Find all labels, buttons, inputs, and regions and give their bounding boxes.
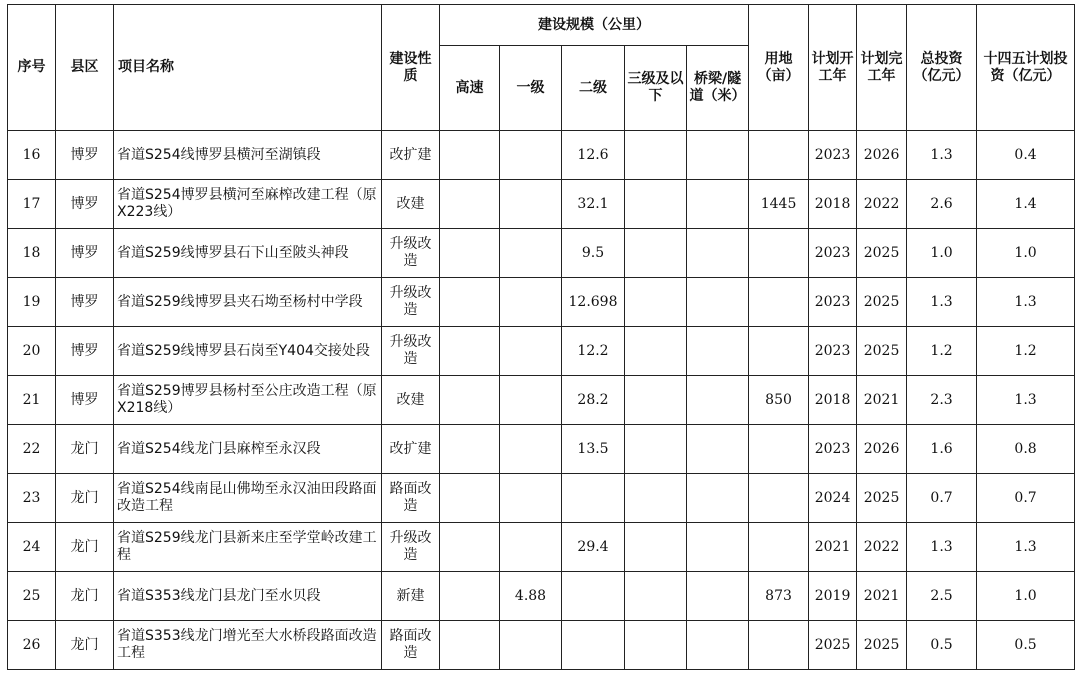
county-cell: 博罗 bbox=[56, 131, 114, 180]
grade3-cell bbox=[625, 327, 687, 376]
grade1-cell bbox=[500, 180, 562, 229]
project-name-cell: 省道S259线博罗县石下山至陂头神段 bbox=[114, 229, 382, 278]
county-cell: 龙门 bbox=[56, 474, 114, 523]
total-investment-cell: 0.5 bbox=[907, 621, 977, 670]
nature-cell: 改扩建 bbox=[382, 131, 440, 180]
grade2-cell bbox=[562, 621, 625, 670]
bridge-cell bbox=[687, 621, 749, 670]
plan-investment-cell: 0.4 bbox=[977, 131, 1075, 180]
grade2-cell: 13.5 bbox=[562, 425, 625, 474]
plan-investment-cell: 1.3 bbox=[977, 278, 1075, 327]
start-year-cell: 2018 bbox=[809, 376, 857, 425]
seq-cell: 22 bbox=[8, 425, 56, 474]
grade1-cell bbox=[500, 229, 562, 278]
land-cell bbox=[749, 229, 809, 278]
grade3-cell bbox=[625, 425, 687, 474]
bridge-cell bbox=[687, 376, 749, 425]
start-year-cell: 2023 bbox=[809, 278, 857, 327]
land-cell bbox=[749, 278, 809, 327]
project-name-cell: 省道S259线龙门县新来庄至学堂岭改建工程 bbox=[114, 523, 382, 572]
county-cell: 龙门 bbox=[56, 523, 114, 572]
bridge-cell bbox=[687, 180, 749, 229]
grade3-cell bbox=[625, 523, 687, 572]
total-investment-cell: 1.3 bbox=[907, 131, 977, 180]
highway-cell bbox=[440, 523, 500, 572]
county-cell: 博罗 bbox=[56, 229, 114, 278]
plan-investment-cell: 1.3 bbox=[977, 376, 1075, 425]
nature-cell: 新建 bbox=[382, 572, 440, 621]
grade3-cell bbox=[625, 180, 687, 229]
table-row bbox=[8, 376, 1075, 425]
grade2-cell: 12.2 bbox=[562, 327, 625, 376]
total-investment-cell: 1.2 bbox=[907, 327, 977, 376]
grade2-cell: 12.698 bbox=[562, 278, 625, 327]
highway-cell bbox=[440, 376, 500, 425]
total-investment-cell: 1.0 bbox=[907, 229, 977, 278]
table-row bbox=[8, 180, 1075, 229]
end-year-cell: 2025 bbox=[857, 474, 907, 523]
start-year-cell: 2023 bbox=[809, 327, 857, 376]
total-investment-cell: 2.3 bbox=[907, 376, 977, 425]
county-cell: 龙门 bbox=[56, 572, 114, 621]
bridge-cell bbox=[687, 425, 749, 474]
grade3-cell bbox=[625, 572, 687, 621]
grade1-cell bbox=[500, 376, 562, 425]
county-cell: 龙门 bbox=[56, 621, 114, 670]
project-name-cell: 省道S259线博罗县石岗至Y404交接处段 bbox=[114, 327, 382, 376]
plan-investment-cell: 1.4 bbox=[977, 180, 1075, 229]
grade2-cell: 32.1 bbox=[562, 180, 625, 229]
end-year-cell: 2022 bbox=[857, 180, 907, 229]
grade2-cell: 12.6 bbox=[562, 131, 625, 180]
highway-cell bbox=[440, 474, 500, 523]
county-cell: 龙门 bbox=[56, 425, 114, 474]
bridge-cell bbox=[687, 572, 749, 621]
highway-cell bbox=[440, 572, 500, 621]
table-row bbox=[8, 278, 1075, 327]
plan-investment-cell: 0.8 bbox=[977, 425, 1075, 474]
total-investment-cell: 1.6 bbox=[907, 425, 977, 474]
grade1-cell bbox=[500, 131, 562, 180]
table-row bbox=[8, 523, 1075, 572]
header-highway: 高速 bbox=[440, 46, 500, 131]
highway-cell bbox=[440, 180, 500, 229]
bridge-cell bbox=[687, 523, 749, 572]
end-year-cell: 2025 bbox=[857, 621, 907, 670]
header-scale: 建设规模（公里） bbox=[440, 5, 749, 46]
header-seq: 序号 bbox=[8, 5, 56, 131]
land-cell bbox=[749, 474, 809, 523]
project-name-cell: 省道S353线龙门增光至大水桥段路面改造工程 bbox=[114, 621, 382, 670]
land-cell bbox=[749, 327, 809, 376]
seq-cell: 25 bbox=[8, 572, 56, 621]
header-grade3: 三级及以下 bbox=[625, 46, 687, 131]
land-cell bbox=[749, 425, 809, 474]
nature-cell: 升级改造 bbox=[382, 327, 440, 376]
project-name-cell: 省道S254线龙门县麻榨至永汉段 bbox=[114, 425, 382, 474]
grade2-cell bbox=[562, 474, 625, 523]
highway-cell bbox=[440, 229, 500, 278]
highway-cell bbox=[440, 327, 500, 376]
header-land: 用地（亩） bbox=[749, 5, 809, 131]
project-table-container bbox=[7, 4, 1075, 670]
highway-cell bbox=[440, 278, 500, 327]
plan-investment-cell: 0.7 bbox=[977, 474, 1075, 523]
table-body bbox=[8, 131, 1075, 670]
project-name-cell: 省道S254线南昆山佛坳至永汉油田段路面改造工程 bbox=[114, 474, 382, 523]
total-investment-cell: 0.7 bbox=[907, 474, 977, 523]
plan-investment-cell: 0.5 bbox=[977, 621, 1075, 670]
start-year-cell: 2019 bbox=[809, 572, 857, 621]
land-cell bbox=[749, 131, 809, 180]
grade1-cell bbox=[500, 425, 562, 474]
seq-cell: 23 bbox=[8, 474, 56, 523]
seq-cell: 26 bbox=[8, 621, 56, 670]
land-cell: 873 bbox=[749, 572, 809, 621]
end-year-cell: 2026 bbox=[857, 131, 907, 180]
bridge-cell bbox=[687, 229, 749, 278]
plan-investment-cell: 1.3 bbox=[977, 523, 1075, 572]
header-plan-investment: 十四五计划投资（亿元） bbox=[977, 5, 1075, 131]
grade3-cell bbox=[625, 278, 687, 327]
header-grade1: 一级 bbox=[500, 46, 562, 131]
header-nature: 建设性质 bbox=[382, 5, 440, 131]
start-year-cell: 2021 bbox=[809, 523, 857, 572]
grade1-cell bbox=[500, 523, 562, 572]
table-row bbox=[8, 425, 1075, 474]
county-cell: 博罗 bbox=[56, 327, 114, 376]
table-row bbox=[8, 131, 1075, 180]
project-name-cell: 省道S254博罗县横河至麻榨改建工程（原X223线） bbox=[114, 180, 382, 229]
header-project-name: 项目名称 bbox=[114, 5, 382, 131]
county-cell: 博罗 bbox=[56, 278, 114, 327]
total-investment-cell: 2.5 bbox=[907, 572, 977, 621]
header-end-year: 计划完工年 bbox=[857, 5, 907, 131]
total-investment-cell: 2.6 bbox=[907, 180, 977, 229]
land-cell: 850 bbox=[749, 376, 809, 425]
highway-cell bbox=[440, 621, 500, 670]
highway-cell bbox=[440, 425, 500, 474]
table-row bbox=[8, 229, 1075, 278]
seq-cell: 21 bbox=[8, 376, 56, 425]
start-year-cell: 2018 bbox=[809, 180, 857, 229]
end-year-cell: 2021 bbox=[857, 572, 907, 621]
end-year-cell: 2021 bbox=[857, 376, 907, 425]
grade2-cell: 29.4 bbox=[562, 523, 625, 572]
land-cell bbox=[749, 523, 809, 572]
header-start-year: 计划开工年 bbox=[809, 5, 857, 131]
county-cell: 博罗 bbox=[56, 376, 114, 425]
total-investment-cell: 1.3 bbox=[907, 278, 977, 327]
plan-investment-cell: 1.0 bbox=[977, 229, 1075, 278]
seq-cell: 17 bbox=[8, 180, 56, 229]
header-row-1 bbox=[8, 5, 1075, 46]
county-cell: 博罗 bbox=[56, 180, 114, 229]
land-cell bbox=[749, 621, 809, 670]
project-name-cell: 省道S254线博罗县横河至湖镇段 bbox=[114, 131, 382, 180]
grade3-cell bbox=[625, 131, 687, 180]
nature-cell: 路面改造 bbox=[382, 621, 440, 670]
nature-cell: 升级改造 bbox=[382, 278, 440, 327]
nature-cell: 改扩建 bbox=[382, 425, 440, 474]
grade1-cell: 4.88 bbox=[500, 572, 562, 621]
start-year-cell: 2023 bbox=[809, 229, 857, 278]
project-name-cell: 省道S259线博罗县夹石坳至杨村中学段 bbox=[114, 278, 382, 327]
nature-cell: 路面改造 bbox=[382, 474, 440, 523]
end-year-cell: 2025 bbox=[857, 229, 907, 278]
end-year-cell: 2026 bbox=[857, 425, 907, 474]
start-year-cell: 2023 bbox=[809, 425, 857, 474]
grade1-cell bbox=[500, 621, 562, 670]
table-row bbox=[8, 621, 1075, 670]
end-year-cell: 2025 bbox=[857, 278, 907, 327]
bridge-cell bbox=[687, 278, 749, 327]
project-name-cell: 省道S353线龙门县龙门至水贝段 bbox=[114, 572, 382, 621]
grade2-cell: 28.2 bbox=[562, 376, 625, 425]
table-row bbox=[8, 327, 1075, 376]
grade2-cell: 9.5 bbox=[562, 229, 625, 278]
bridge-cell bbox=[687, 327, 749, 376]
highway-cell bbox=[440, 131, 500, 180]
start-year-cell: 2024 bbox=[809, 474, 857, 523]
bridge-cell bbox=[687, 474, 749, 523]
land-cell: 1445 bbox=[749, 180, 809, 229]
end-year-cell: 2022 bbox=[857, 523, 907, 572]
project-table bbox=[7, 4, 1075, 670]
header-grade2: 二级 bbox=[562, 46, 625, 131]
plan-investment-cell: 1.2 bbox=[977, 327, 1075, 376]
table-row bbox=[8, 474, 1075, 523]
start-year-cell: 2025 bbox=[809, 621, 857, 670]
plan-investment-cell: 1.0 bbox=[977, 572, 1075, 621]
total-investment-cell: 1.3 bbox=[907, 523, 977, 572]
start-year-cell: 2023 bbox=[809, 131, 857, 180]
bridge-cell bbox=[687, 131, 749, 180]
grade2-cell bbox=[562, 572, 625, 621]
seq-cell: 16 bbox=[8, 131, 56, 180]
project-name-cell: 省道S259博罗县杨村至公庄改造工程（原X218线） bbox=[114, 376, 382, 425]
table-row bbox=[8, 572, 1075, 621]
grade3-cell bbox=[625, 229, 687, 278]
grade3-cell bbox=[625, 621, 687, 670]
grade1-cell bbox=[500, 327, 562, 376]
header-county: 县区 bbox=[56, 5, 114, 131]
nature-cell: 改建 bbox=[382, 376, 440, 425]
nature-cell: 升级改造 bbox=[382, 229, 440, 278]
seq-cell: 20 bbox=[8, 327, 56, 376]
seq-cell: 19 bbox=[8, 278, 56, 327]
seq-cell: 18 bbox=[8, 229, 56, 278]
grade1-cell bbox=[500, 474, 562, 523]
header-bridge-tunnel: 桥梁/隧道（米） bbox=[687, 46, 749, 131]
seq-cell: 24 bbox=[8, 523, 56, 572]
end-year-cell: 2025 bbox=[857, 327, 907, 376]
grade3-cell bbox=[625, 474, 687, 523]
header-total-investment: 总投资（亿元） bbox=[907, 5, 977, 131]
nature-cell: 升级改造 bbox=[382, 523, 440, 572]
grade3-cell bbox=[625, 376, 687, 425]
grade1-cell bbox=[500, 278, 562, 327]
nature-cell: 改建 bbox=[382, 180, 440, 229]
